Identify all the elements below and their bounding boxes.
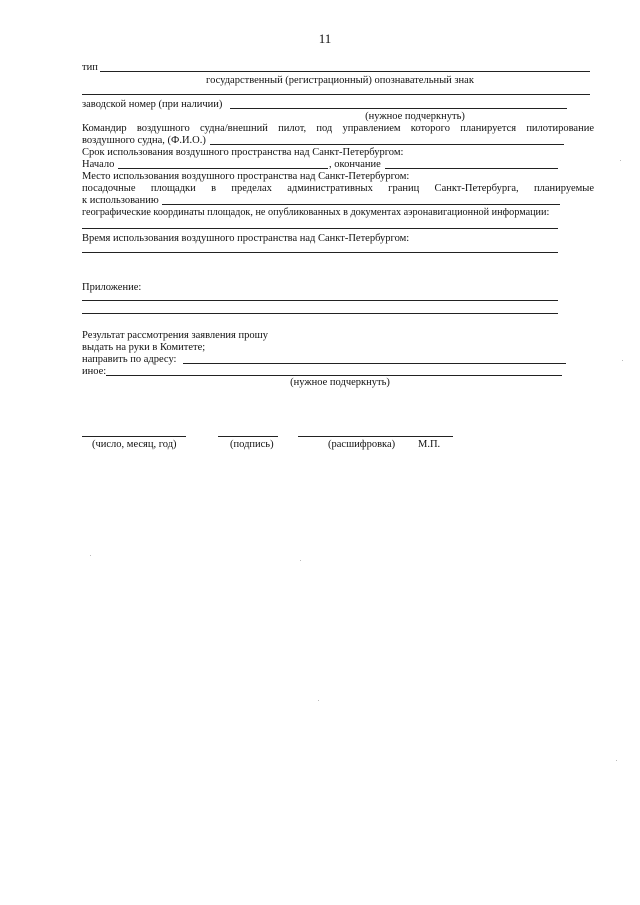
- period-label: Срок использования воздушного пространства над Санкт-Петербургом:: [82, 147, 404, 158]
- reg-mark-caption: государственный (регистрационный) опознавательный знак: [206, 75, 474, 86]
- type-line[interactable]: [100, 71, 590, 72]
- date-line[interactable]: [82, 436, 186, 437]
- decode-line[interactable]: [298, 436, 453, 437]
- result-line-3: направить по адресу:: [82, 354, 177, 365]
- sign-line[interactable]: [218, 436, 278, 437]
- underline-hint-1: (нужное подчеркнуть): [365, 111, 465, 122]
- stamp-caption: М.П.: [418, 439, 441, 450]
- scan-speck: [90, 555, 91, 556]
- appendix-line-2[interactable]: [82, 313, 558, 314]
- sign-caption: (подпись): [230, 439, 274, 450]
- result-line-2: выдать на руки в Комитете;: [82, 342, 206, 353]
- serial-line[interactable]: [230, 108, 567, 109]
- coords-label: географические координаты площадок, не опубликованных в документах аэронавигационной информации:: [82, 207, 550, 218]
- type-label: тип: [82, 62, 98, 73]
- appendix-label: Приложение:: [82, 282, 142, 293]
- decode-caption: (расшифровка): [328, 439, 396, 450]
- time-line[interactable]: [82, 252, 558, 253]
- start-line[interactable]: [118, 168, 328, 169]
- scan-speck: [622, 360, 623, 361]
- end-line[interactable]: [385, 168, 558, 169]
- scan-speck: [620, 160, 621, 161]
- landing-line[interactable]: [162, 204, 560, 205]
- underline-hint-2: (нужное подчеркнуть): [290, 377, 390, 388]
- place-label: Место использования воздушного пространства над Санкт-Петербургом:: [82, 171, 410, 182]
- coords-line[interactable]: [82, 228, 558, 229]
- commander-line-1: Командир воздушного судна/внешний пилот, под управлением которого планируется пилотирование: [82, 123, 594, 134]
- other-line[interactable]: [106, 375, 562, 376]
- commander-line-2: воздушного судна, (Ф.И.О.): [82, 135, 206, 146]
- reg-mark-line[interactable]: [82, 94, 590, 95]
- page-number: 11: [318, 31, 332, 46]
- start-label: Начало: [82, 159, 115, 170]
- address-line[interactable]: [183, 363, 566, 364]
- landing-line-2: к использованию: [82, 195, 159, 206]
- result-line-1: Результат рассмотрения заявления прошу: [82, 330, 268, 341]
- date-caption: (число, месяц, год): [92, 439, 177, 450]
- scan-speck: [616, 760, 617, 761]
- scan-speck: [300, 560, 301, 561]
- result-line-4: иное:: [82, 366, 107, 377]
- scan-speck: [318, 700, 319, 701]
- appendix-line-1[interactable]: [82, 300, 558, 301]
- time-label: Время использования воздушного пространства над Санкт-Петербургом:: [82, 233, 410, 244]
- end-label: , окончание: [329, 159, 381, 170]
- landing-line-1: посадочные площадки в пределах административных границ Санкт-Петербурга, планируемые: [82, 183, 594, 194]
- serial-label: заводской номер (при наличии): [82, 99, 223, 110]
- commander-name-line[interactable]: [210, 144, 564, 145]
